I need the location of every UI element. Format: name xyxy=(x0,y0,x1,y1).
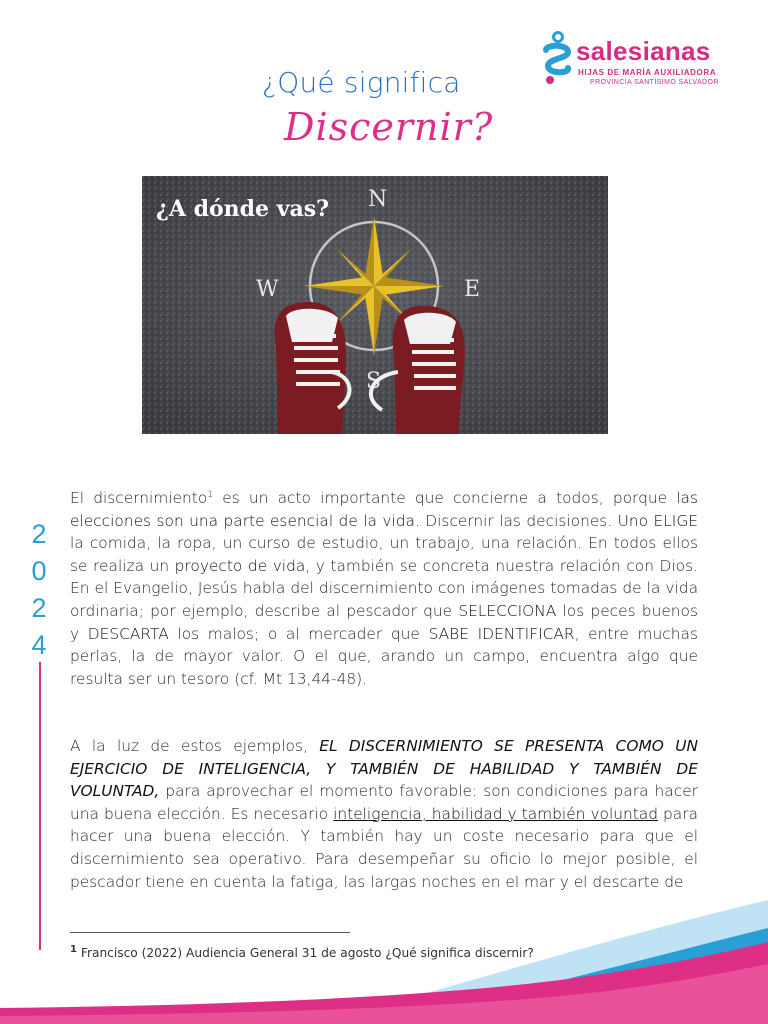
photo-caption: ¿A dónde vas? xyxy=(156,196,330,222)
year-digit: 0 xyxy=(31,556,47,586)
text-run: la comida, la ropa, un curso de estudio, un trabajo, una relación. En todos ellos se realiza un xyxy=(70,534,698,575)
footnote-ref: 1 xyxy=(207,489,213,500)
logo-subtitle: HIJAS DE MARÍA AUXILIADORA xyxy=(578,68,717,77)
emphasis-text: DESCARTA xyxy=(87,624,169,643)
text-run: para hacer una buena elección. Y también hay un coste necesario para que el discernimiento sea operativo. Para desempeñar su oficio lo mejor posible, el pescador tiene en cuenta la fatiga, las largas noches en el mar y el descarte de xyxy=(70,804,698,891)
year-vertical xyxy=(26,516,52,664)
emphasis-text: proyecto de vida, xyxy=(174,556,311,575)
left-shoe-icon xyxy=(274,302,349,434)
footnote-text: Francisco (2022) Audiencia General 31 de agosto ¿Qué significa discernir? xyxy=(76,946,534,961)
text-run: los peces buenos y xyxy=(70,601,698,643)
paragraph-1 xyxy=(70,487,698,690)
logo-name: salesianas xyxy=(576,36,711,66)
logo-mark-icon xyxy=(538,28,578,90)
compass-w: W xyxy=(256,277,279,302)
text-run: y también se concreta nuestra relación con Dios. En el Evangelio, Jesús habla del discernimiento con imágenes tomadas de la vida ordinaria; por ejemplo, describe al pescador que xyxy=(70,556,698,620)
decorative-waves xyxy=(0,880,768,1024)
text-run: El discernimiento xyxy=(70,489,208,507)
year-digit: 2 xyxy=(31,519,47,549)
year-digit: 2 xyxy=(31,593,47,623)
logo-province: PROVINCIA SANTÍSIMO SALVADOR xyxy=(590,79,719,86)
emphasis-text: Uno ELIGE xyxy=(617,511,698,530)
text-run: , entre muchas perlas, la de mayor valor. O el que, arando un campo, encuentra algo que resulta ser un tesoro (cf. Mt 13,44-48). xyxy=(70,624,698,688)
emphasis-text: SELECCIONA xyxy=(458,601,557,620)
compass-photo xyxy=(142,176,608,434)
page-title: ¿Qué significa xyxy=(262,66,461,99)
compass-n: N xyxy=(368,187,388,212)
year-digit: 4 xyxy=(31,630,47,660)
compass-e: E xyxy=(464,277,481,302)
text-run: los malos; o al mercader que xyxy=(168,624,429,643)
paragraph-2 xyxy=(70,735,698,893)
text-run: es un acto importante que concierne a todos, porque xyxy=(212,489,677,507)
italic-emphasis: EL DISCERNIMIENTO SE PRESENTA COMO UN EJERCICIO DE INTELIGENCIA, Y TAMBIÉN DE HABILIDAD Y TAMBIÉN DE VOLUNTAD, xyxy=(70,737,698,801)
underlined-text: inteligencia, habilidad y también voluntad xyxy=(333,804,658,823)
emphasis-text: las elecciones son una parte esencial de la vida. xyxy=(70,489,699,530)
text-run: A la luz de estos ejemplos, xyxy=(70,737,320,755)
text-run: para aprovechar el momento favorable: son condiciones para hacer una buena elección. Es necesario xyxy=(70,782,698,823)
text-run: Discernir las decisiones. xyxy=(419,511,618,530)
page-subtitle: Discernir? xyxy=(284,105,494,149)
salesianas-logo xyxy=(538,28,728,98)
compass-s: S xyxy=(366,369,382,394)
emphasis-text: SABE IDENTIFICAR xyxy=(428,624,575,643)
footnote-number: 1 xyxy=(70,944,77,955)
